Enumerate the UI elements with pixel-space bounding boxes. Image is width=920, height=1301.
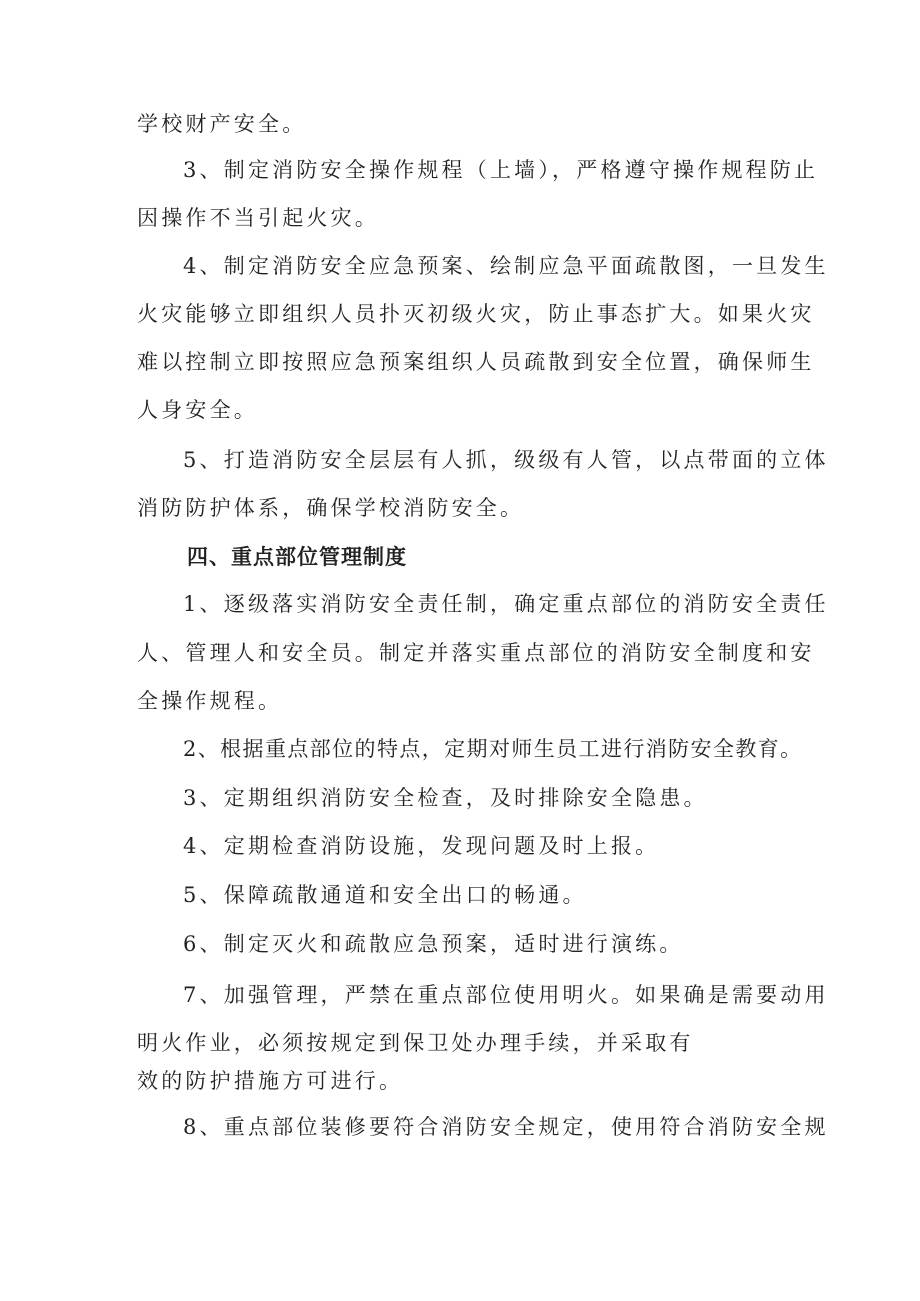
text-line: 6、制定灭火和疏散应急预案，适时进行演练。: [183, 932, 684, 956]
text-line: 7、加强管理，严禁在重点部位使用明火。如果确是需要动用: [183, 983, 829, 1007]
text-line: 效的防护措施方可进行。: [137, 1069, 404, 1093]
text-line: 学校财产安全。: [137, 112, 307, 136]
text-line: 人身安全。: [137, 398, 258, 422]
text-line: 消防防护体系，确保学校消防安全。: [137, 496, 525, 520]
text-line: 2、根据重点部位的特点，定期对师生员工进行消防安全教育。: [183, 737, 803, 761]
text-line: 8、重点部位装修要符合消防安全规定，使用符合消防安全规: [183, 1115, 829, 1139]
text-line: 全操作规程。: [137, 689, 283, 713]
text-line: 5、打造消防安全层层有人抓，级级有人管，以点带面的立体: [183, 448, 829, 472]
text-line: 明火作业，必须按规定到保卫处办理手续，并采取有: [137, 1031, 694, 1055]
text-line: 人、管理人和安全员。制定并落实重点部位的消防安全制度和安: [137, 641, 815, 665]
text-line: 1、逐级落实消防安全责任制，确定重点部位的消防安全责任: [183, 592, 829, 616]
text-line: 4、定期检查消防设施，发现问题及时上报。: [183, 834, 660, 858]
text-line: 火灾能够立即组织人员扑灭初级火灾，防止事态扩大。如果火灾: [137, 302, 815, 326]
section-heading: 四、重点部位管理制度: [187, 545, 407, 569]
text-line: 5、保障疏散通道和安全出口的畅通。: [183, 883, 587, 907]
text-line: 因操作不当引起火灾。: [137, 206, 379, 230]
text-line: 3、定期组织消防安全检查，及时排除安全隐患。: [183, 786, 708, 810]
text-line: 3、制定消防安全操作规程（上墙），严格遵守操作规程防止: [183, 158, 819, 182]
text-line: 4、制定消防安全应急预案、绘制应急平面疏散图，一旦发生: [183, 254, 829, 278]
text-line: 难以控制立即按照应急预案组织人员疏散到安全位置，确保师生: [137, 350, 815, 374]
